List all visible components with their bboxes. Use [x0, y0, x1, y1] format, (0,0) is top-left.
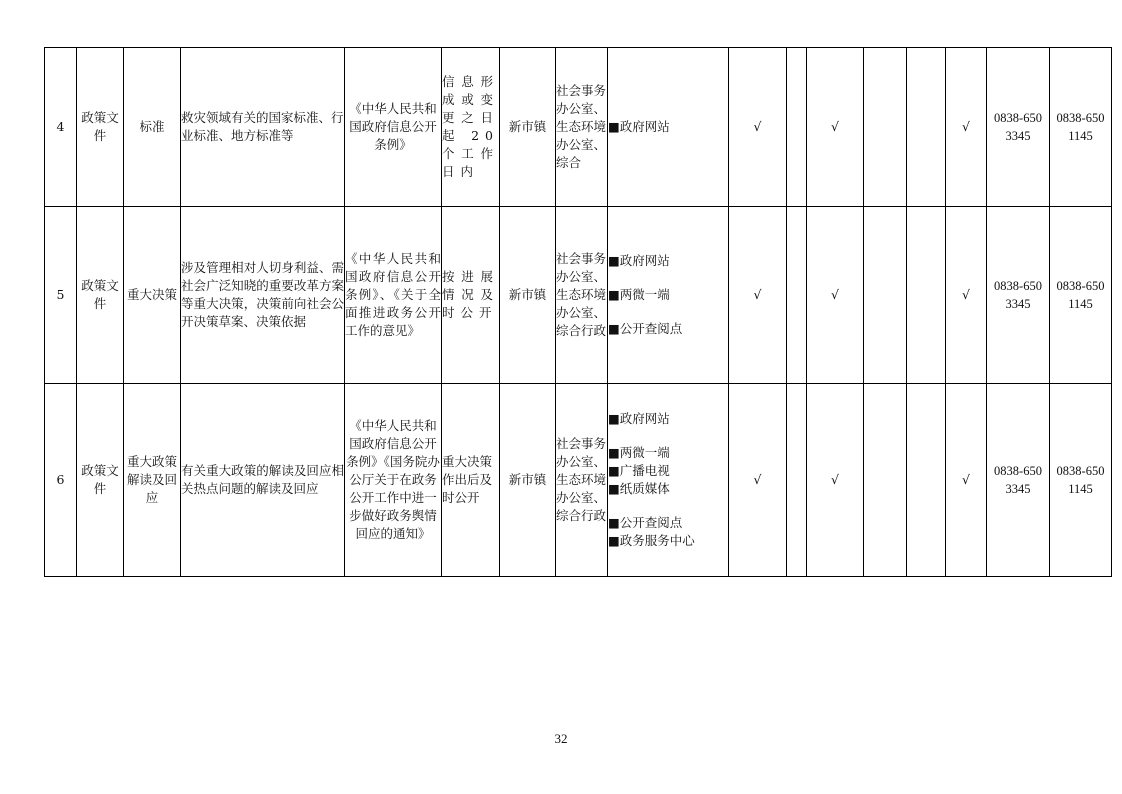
dept-cell: [556, 207, 608, 384]
channel-item: ■公开查阅点: [608, 515, 683, 530]
channel-item: ■纸质媒体: [608, 481, 670, 496]
table-row: [45, 207, 1112, 384]
active-cell: √: [807, 48, 864, 207]
village-cell: √: [946, 384, 987, 577]
village-cell: √: [946, 48, 987, 207]
phone2-cell: 0838-6501145: [1050, 48, 1112, 207]
phone1-cell: 0838-6503345: [987, 207, 1050, 384]
phone1-cell: 0838-6503345: [987, 48, 1050, 207]
subject-cell: 新市镇: [500, 384, 556, 577]
public-specific-cell: [787, 48, 807, 207]
row-number: 6: [45, 384, 77, 577]
county-cell: [907, 207, 946, 384]
timing-text: 信息形成或变更之日起20个工作日内: [442, 74, 499, 179]
on-request-cell: [864, 207, 907, 384]
timing-cell: 重大决策作出后及时公开: [442, 384, 500, 577]
subcategory-cell: 重大决策: [124, 207, 181, 384]
channel-item: ■政府网站: [608, 119, 670, 134]
dept-text: 社会事务办公室、生态环境办公室、综合行政: [556, 436, 607, 523]
basis-cell: 《中华人民共和国政府信息公开条例》《国务院办公厅关于在政务公开工作中进一步做好政务舆情回应的通知》: [345, 384, 442, 577]
content-cell: 救灾领域有关的国家标准、行业标准、地方标准等: [181, 48, 345, 207]
county-cell: [907, 48, 946, 207]
channel-item: ■两微一端: [608, 445, 670, 460]
on-request-cell: [864, 48, 907, 207]
timing-cell: [442, 207, 500, 384]
category-cell: 政策文件: [77, 48, 124, 207]
channels-cell: [608, 207, 729, 384]
public-specific-cell: [787, 384, 807, 577]
timing-text: 按进展情况及时公开: [442, 269, 499, 320]
active-cell: √: [807, 384, 864, 577]
channel-item: ■广播电视: [608, 463, 670, 478]
table-row: [45, 384, 1112, 577]
active-cell: √: [807, 207, 864, 384]
public-specific-cell: [787, 207, 807, 384]
content-cell: 涉及管理相对人切身利益、需社会广泛知晓的重要改革方案等重大决策，决策前向社会公开决策草案、决策依据: [181, 207, 345, 384]
subject-cell: 新市镇: [500, 207, 556, 384]
category-cell: 政策文件: [77, 207, 124, 384]
channel-item: ■公开查阅点: [608, 321, 683, 336]
subcategory-cell: 标准: [124, 48, 181, 207]
public-all-cell: √: [729, 384, 787, 577]
phone2-cell: 0838-6501145: [1050, 207, 1112, 384]
channels-cell: [608, 384, 729, 577]
basis-cell: 《中华人民共和国政府信息公开条例》、《关于全面推进政务公开工作的意见》: [345, 207, 442, 384]
public-all-cell: √: [729, 207, 787, 384]
dept-cell: [556, 384, 608, 577]
timing-cell: [442, 48, 500, 207]
on-request-cell: [864, 384, 907, 577]
basis-cell: 《中华人民共和国政府信息公开条例》: [345, 48, 442, 207]
channel-item: ■政府网站: [608, 253, 670, 268]
channel-item: ■政务服务中心: [608, 533, 695, 548]
table-row: [45, 48, 1112, 207]
policy-disclosure-table: [44, 47, 1112, 577]
channel-item: ■政府网站: [608, 411, 670, 426]
channels-cell: [608, 48, 729, 207]
phone1-cell: 0838-6503345: [987, 384, 1050, 577]
row-number: 4: [45, 48, 77, 207]
content-cell: 有关重大政策的解读及回应相关热点问题的解读及回应: [181, 384, 345, 577]
category-cell: 政策文件: [77, 384, 124, 577]
page-number: 32: [554, 731, 568, 746]
phone2-cell: 0838-6501145: [1050, 384, 1112, 577]
dept-cell: [556, 48, 608, 207]
channel-item: ■两微一端: [608, 287, 670, 302]
dept-text: 社会事务办公室、生态环境办公室、综合行政: [556, 251, 607, 338]
village-cell: √: [946, 207, 987, 384]
county-cell: [907, 384, 946, 577]
subcategory-cell: 重大政策解读及回应: [124, 384, 181, 577]
subject-cell: 新市镇: [500, 48, 556, 207]
dept-text: 社会事务办公室、生态环境办公室、综合: [556, 83, 607, 170]
row-number: 5: [45, 207, 77, 384]
public-all-cell: √: [729, 48, 787, 207]
